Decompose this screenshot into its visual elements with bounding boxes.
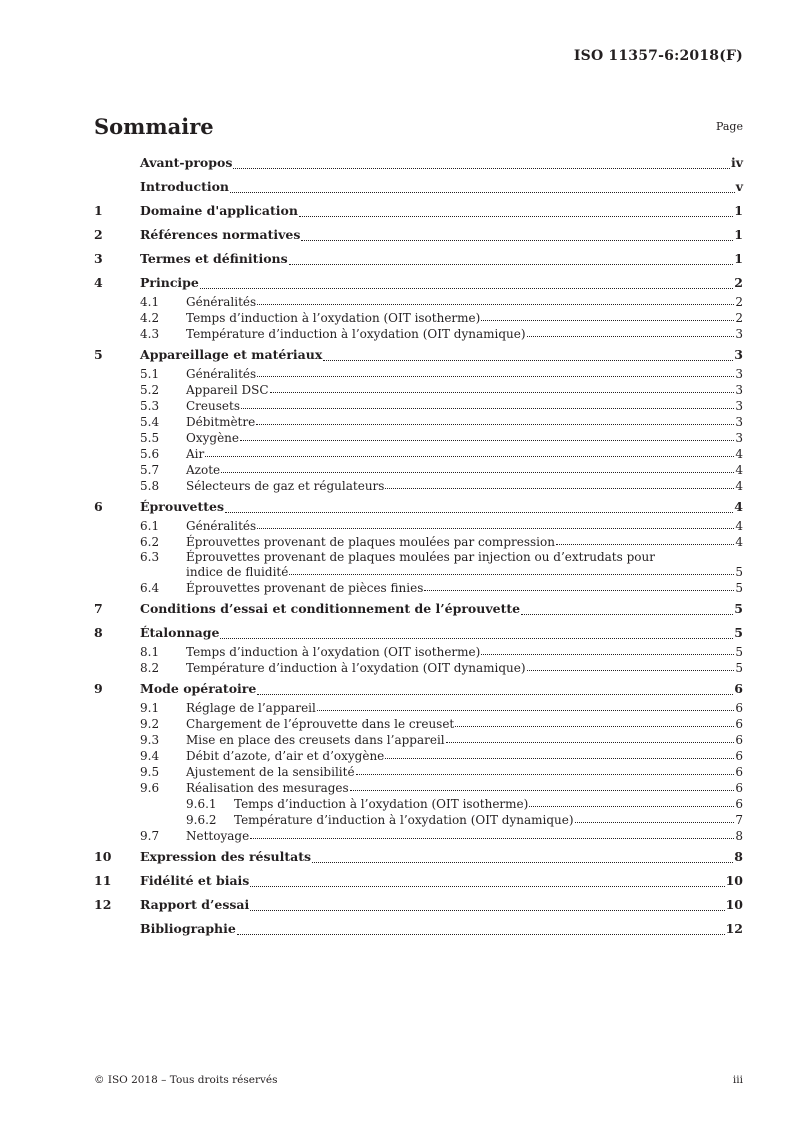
toc-entry-number: 10 — [94, 849, 112, 864]
toc-entry-page: 4 — [735, 535, 743, 549]
toc-entry-page: 2 — [735, 295, 743, 309]
toc-dot-leader — [257, 528, 734, 529]
toc-entry[interactable] — [94, 344, 743, 366]
toc-dot-leader — [455, 726, 734, 727]
toc-entry-title: Azote — [186, 463, 221, 477]
toc-entry-title: Appareil DSC — [186, 383, 269, 397]
toc-entry-number: 8 — [94, 625, 103, 640]
toc-entry-title: Généralités — [186, 367, 257, 381]
toc-entry-number: 5.7 — [140, 463, 160, 477]
toc-entry[interactable] — [94, 870, 743, 892]
toc-entry-title: Débitmètre — [186, 415, 256, 429]
toc-entry-page: 6 — [735, 733, 743, 747]
toc-entry-page: 6 — [735, 797, 743, 811]
toc-dot-leader — [250, 910, 724, 911]
toc-dot-leader — [289, 264, 734, 265]
toc-dot-leader — [385, 488, 734, 489]
toc-dot-leader — [317, 710, 735, 711]
toc-entry-number: 9 — [94, 681, 103, 696]
toc-entry-page: 3 — [735, 383, 743, 397]
toc-entry[interactable] — [94, 462, 743, 478]
toc-entry-page: 1 — [734, 251, 743, 266]
toc-entry[interactable] — [94, 518, 743, 534]
page-title: Sommaire — [94, 114, 214, 139]
toc-entry-title: Temps d’induction à l’oxydation (OIT isotherme) — [186, 311, 481, 325]
toc-entry-title: indice de fluidité — [186, 565, 289, 579]
toc-entry-number: 11 — [94, 873, 112, 888]
toc-entry-number: 6.1 — [140, 519, 160, 533]
toc-entry[interactable] — [94, 478, 743, 494]
toc-entry-number: 6.4 — [140, 581, 160, 595]
toc-entry-page: 3 — [735, 367, 743, 381]
toc-entry-number: 9.7 — [140, 829, 160, 843]
toc-entry[interactable] — [94, 580, 743, 596]
toc-entry-title: Réglage de l’appareil — [186, 701, 316, 715]
toc-entry-title: Expression des résultats — [140, 849, 312, 864]
toc-entry-number: 9.2 — [140, 717, 160, 731]
toc-entry-page: 4 — [735, 463, 743, 477]
toc-entry-page: 10 — [725, 873, 743, 888]
toc-entry-title: Ajustement de la sensibilité — [186, 765, 355, 779]
toc-entry-number: 6.3 — [140, 550, 160, 564]
toc-entry-title: Introduction — [140, 179, 230, 194]
toc-entry-number: 4.3 — [140, 327, 160, 341]
toc-entry-title: Chargement de l’éprouvette dans le creuset — [186, 717, 455, 731]
toc-entry-page: 12 — [725, 921, 743, 936]
toc-entry-number: 9.1 — [140, 701, 160, 715]
toc-entry-number: 9.5 — [140, 765, 160, 779]
toc-entry-number: 5.6 — [140, 447, 160, 461]
toc-entry-page: 5 — [734, 601, 743, 616]
toc-entry-page: 1 — [734, 227, 743, 242]
toc-entry[interactable] — [94, 310, 743, 326]
toc-entry-number: 5.5 — [140, 431, 160, 445]
toc-entry-page: 4 — [734, 499, 743, 514]
toc-entry[interactable] — [94, 272, 743, 294]
toc-entry-title: Débit d’azote, d’air et d’oxygène — [186, 749, 385, 763]
toc-entry-number: 7 — [94, 601, 103, 616]
toc-entry-title: Fidélité et biais — [140, 873, 250, 888]
toc-entry-title: Rapport d’essai — [140, 897, 250, 912]
toc-entry-title: Domaine d'application — [140, 203, 298, 218]
toc-entry-title: Éprouvettes — [140, 499, 225, 514]
toc-entry-page: 5 — [735, 565, 743, 579]
toc-entry[interactable] — [94, 700, 743, 716]
toc-entry-page: 4 — [735, 479, 743, 493]
toc-entry[interactable] — [94, 564, 743, 580]
toc-dot-leader — [257, 304, 734, 305]
toc-entry-title: Éprouvettes provenant de plaques moulées par injection ou d’extrudats pour — [186, 550, 655, 564]
toc-entry[interactable] — [94, 200, 743, 222]
toc-entry-number: 5.2 — [140, 383, 160, 397]
toc-dot-leader — [289, 574, 734, 575]
toc-dot-leader — [270, 392, 735, 393]
toc-entry-title: Temps d’induction à l’oxydation (OIT isotherme) — [234, 797, 529, 811]
toc-entry[interactable] — [94, 224, 743, 246]
toc-entry-title: Temps d’induction à l’oxydation (OIT isotherme) — [186, 645, 481, 659]
toc-entry-number: 4.2 — [140, 311, 160, 325]
toc-entry-number: 4 — [94, 275, 103, 290]
toc-entry-number: 6.2 — [140, 535, 160, 549]
toc-dot-leader — [205, 456, 734, 457]
toc-dot-leader — [233, 168, 730, 169]
toc-entry-title: Bibliographie — [140, 921, 236, 936]
toc-dot-leader — [424, 590, 734, 591]
toc-entry[interactable] — [94, 598, 743, 620]
toc-entry[interactable] — [94, 382, 743, 398]
toc-entry[interactable] — [94, 846, 743, 868]
toc-dot-leader — [250, 886, 724, 887]
toc-dot-leader — [527, 670, 735, 671]
toc-dot-leader — [446, 742, 735, 743]
toc-dot-leader — [225, 512, 733, 513]
toc-entry-number: 12 — [94, 897, 112, 912]
toc-entry-number: 4.1 — [140, 295, 160, 309]
toc-dot-leader — [240, 440, 734, 441]
toc-entry-page: iv — [730, 155, 743, 170]
toc-dot-leader — [527, 336, 735, 337]
toc-entry-number: 9.3 — [140, 733, 160, 747]
toc-entry-page: 7 — [735, 813, 743, 827]
toc-entry-title: Air — [186, 447, 205, 461]
toc-entry-page: 6 — [734, 681, 743, 696]
toc-entry-page: v — [735, 179, 743, 194]
toc-entry-number: 5.4 — [140, 415, 160, 429]
toc-entry-title: Sélecteurs de gaz et régulateurs — [186, 479, 385, 493]
toc-dot-leader — [350, 790, 735, 791]
toc-entry[interactable] — [94, 534, 743, 550]
toc-entry-page: 5 — [735, 645, 743, 659]
toc-dot-leader — [299, 216, 733, 217]
toc-entry[interactable] — [94, 446, 743, 462]
toc-dot-leader — [237, 934, 725, 935]
toc-entry-page: 5 — [734, 625, 743, 640]
toc-entry[interactable] — [94, 430, 743, 446]
toc-entry-number: 5.8 — [140, 479, 160, 493]
toc-dot-leader — [356, 774, 735, 775]
toc-dot-leader — [257, 376, 734, 377]
toc-entry-title: Température d’induction à l’oxydation (OIT dynamique) — [234, 813, 574, 827]
toc-entry[interactable] — [94, 496, 743, 518]
toc-entry-title: Température d’induction à l’oxydation (OIT dynamique) — [186, 661, 526, 675]
toc-entry[interactable] — [94, 918, 743, 940]
toc-entry-title: Conditions d’essai et conditionnement de l’éprouvette — [140, 601, 521, 616]
toc-entry-title: Généralités — [186, 295, 257, 309]
toc-dot-leader — [220, 638, 733, 639]
toc-entry[interactable] — [94, 716, 743, 732]
toc-entry[interactable] — [94, 764, 743, 780]
toc-entry[interactable] — [94, 796, 743, 812]
toc-entry-number: 6 — [94, 499, 103, 514]
toc-dot-leader — [323, 360, 733, 361]
toc-entry-title: Appareillage et matériaux — [140, 347, 323, 362]
toc-entry[interactable] — [94, 894, 743, 916]
toc-dot-leader — [221, 472, 734, 473]
toc-dot-leader — [257, 694, 733, 695]
toc-entry-number: 5.1 — [140, 367, 160, 381]
toc-entry[interactable] — [94, 644, 743, 660]
toc-entry-page: 3 — [735, 431, 743, 445]
toc-entry-page: 8 — [735, 829, 743, 843]
toc-entry-number: 3 — [94, 251, 103, 266]
toc-entry[interactable] — [94, 152, 743, 174]
toc-entry[interactable] — [94, 748, 743, 764]
toc-dot-leader — [256, 424, 734, 425]
toc-dot-leader — [575, 822, 735, 823]
toc-entry-page: 3 — [735, 399, 743, 413]
toc-entry[interactable] — [94, 414, 743, 430]
toc-dot-leader — [556, 544, 734, 545]
toc-entry[interactable] — [94, 248, 743, 270]
toc-entry[interactable] — [94, 678, 743, 700]
toc-dot-leader — [521, 614, 733, 615]
table-of-contents — [94, 152, 743, 940]
toc-dot-leader — [200, 288, 733, 289]
toc-entry-page: 5 — [735, 661, 743, 675]
toc-entry-title: Éprouvettes provenant de plaques moulées par compression — [186, 535, 555, 549]
toc-dot-leader — [385, 758, 734, 759]
toc-entry[interactable] — [94, 550, 743, 564]
toc-entry-title: Mise en place des creusets dans l’appareil — [186, 733, 445, 747]
page-number: iii — [732, 1074, 743, 1086]
toc-entry-title: Références normatives — [140, 227, 301, 242]
toc-entry[interactable] — [94, 780, 743, 796]
toc-entry-title: Principe — [140, 275, 199, 290]
toc-entry-page: 6 — [735, 765, 743, 779]
toc-entry[interactable] — [94, 812, 743, 828]
toc-entry-number: 9.4 — [140, 749, 160, 763]
toc-entry-page: 6 — [735, 717, 743, 731]
toc-entry-page: 4 — [735, 447, 743, 461]
toc-dot-leader — [312, 862, 733, 863]
toc-entry[interactable] — [94, 326, 743, 342]
toc-entry-title: Réalisation des mesurages — [186, 781, 349, 795]
toc-dot-leader — [250, 838, 734, 839]
toc-entry-page: 6 — [735, 781, 743, 795]
toc-entry-title: Mode opératoire — [140, 681, 257, 696]
toc-entry-number: 8.1 — [140, 645, 160, 659]
toc-entry-title: Oxygène — [186, 431, 239, 445]
page-column-label: Page — [715, 120, 743, 133]
toc-dot-leader — [481, 320, 734, 321]
toc-entry-page: 2 — [734, 275, 743, 290]
toc-entry[interactable] — [94, 294, 743, 310]
toc-entry-number: 9.6.2 — [186, 813, 217, 827]
document-id: ISO 11357-6:2018(F) — [573, 48, 743, 64]
toc-entry-title: Étalonnage — [140, 625, 220, 640]
toc-entry-page: 10 — [725, 897, 743, 912]
toc-dot-leader — [230, 192, 735, 193]
toc-entry-number: 9.6 — [140, 781, 160, 795]
toc-entry[interactable] — [94, 660, 743, 676]
toc-entry-title: Termes et définitions — [140, 251, 288, 266]
toc-entry-number: 2 — [94, 227, 103, 242]
toc-entry-page: 3 — [735, 327, 743, 341]
toc-entry[interactable] — [94, 366, 743, 382]
toc-entry[interactable] — [94, 176, 743, 198]
toc-entry-number: 8.2 — [140, 661, 160, 675]
toc-entry-page: 4 — [735, 519, 743, 533]
toc-entry-number: 5.3 — [140, 399, 160, 413]
toc-entry-number: 1 — [94, 203, 103, 218]
toc-entry-page: 2 — [735, 311, 743, 325]
toc-entry-page: 5 — [735, 581, 743, 595]
toc-entry-page: 1 — [734, 203, 743, 218]
copyright-footer: © ISO 2018 – Tous droits réservés — [94, 1074, 278, 1086]
toc-entry[interactable] — [94, 622, 743, 644]
toc-dot-leader — [481, 654, 734, 655]
toc-entry-title: Creusets — [186, 399, 240, 413]
toc-entry[interactable] — [94, 732, 743, 748]
toc-entry-title: Avant-propos — [140, 155, 233, 170]
toc-entry-page: 3 — [735, 415, 743, 429]
toc-entry[interactable] — [94, 828, 743, 844]
toc-dot-leader — [529, 806, 734, 807]
toc-dot-leader — [301, 240, 733, 241]
toc-entry-page: 8 — [734, 849, 743, 864]
toc-entry-page: 3 — [734, 347, 743, 362]
toc-entry-title: Éprouvettes provenant de pièces finies — [186, 581, 424, 595]
toc-entry-page: 6 — [735, 701, 743, 715]
toc-entry-title: Généralités — [186, 519, 257, 533]
toc-dot-leader — [241, 408, 734, 409]
toc-entry-page: 6 — [735, 749, 743, 763]
toc-entry[interactable] — [94, 398, 743, 414]
toc-entry-title: Nettoyage — [186, 829, 250, 843]
toc-entry-title: Température d’induction à l’oxydation (OIT dynamique) — [186, 327, 526, 341]
toc-entry-number: 5 — [94, 347, 103, 362]
toc-entry-number: 9.6.1 — [186, 797, 217, 811]
